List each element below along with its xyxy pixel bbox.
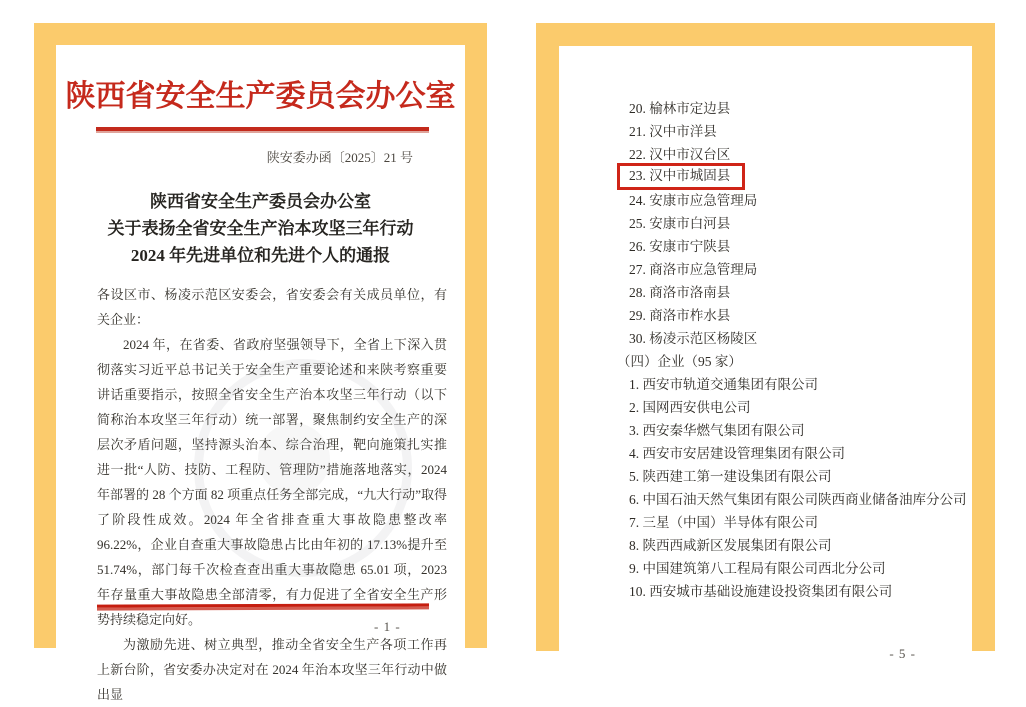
page-1-content bbox=[56, 71, 465, 702]
salutation: 各设区市、杨凌示范区安委会，省安委会有关成员单位，有关企业： bbox=[97, 287, 447, 327]
list-item-highlighted bbox=[629, 166, 972, 189]
page-5 bbox=[536, 23, 995, 661]
page-number-1: - 1 - bbox=[374, 619, 401, 634]
document-body bbox=[97, 282, 447, 707]
list-item: 28. 商洛市洛南县 bbox=[629, 285, 731, 300]
highlight-box: 23. 汉中市城固县 bbox=[617, 163, 745, 190]
section-header-enterprises: （四）企业（95 家） bbox=[617, 354, 742, 369]
page-5-content bbox=[559, 97, 972, 679]
document-title-line-2: 关于表扬全省安全生产治本攻坚三年行动 bbox=[107, 219, 414, 238]
list-item: 20. 榆林市定边县 bbox=[629, 101, 731, 116]
doc-number: 陕安委办函〔2025〕21 号 bbox=[266, 150, 413, 165]
list-item: 2. 国网西安供电公司 bbox=[629, 400, 751, 415]
document-title bbox=[56, 188, 465, 269]
list-item: 10. 西安城市基础设施建设投资集团有限公司 bbox=[629, 584, 893, 599]
list-item: 24. 安康市应急管理局 bbox=[629, 193, 758, 208]
list-item: 5. 陕西建工第一建设集团有限公司 bbox=[629, 469, 832, 484]
list-item: 1. 西安市轨道交通集团有限公司 bbox=[629, 377, 818, 392]
body-paragraph-1: 2024 年，在省委、省政府坚强领导下，全省上下深入贯彻落实习近平总书记关于安全生产重要论述和来陕考察重要讲话重要指示，按照全省安全生产治本攻坚三年行动（以下简称治本攻坚三年行动）统一部署，聚焦制约安全生产的深层次矛盾问题，坚持源头治本、综合治理，靶向施策扎实推进一批“人防、技防、工程防、管理防”措施落地落实，2024 年部署的 28 个方面 82 项重点任务全部完成，“九大行动”取得了阶段性成效。2024 年全省排查重大事故隐患整改率 96.22%，企业自查重大事故隐患占比由年初的 17.13%提升至 51.74%，部门每千次检查查出重大事故隐患 65.01 项，2023 年存量重大事故隐患全部清零，有力促进了全省安全生产形势持续稳定向好。 bbox=[97, 337, 447, 627]
list-item: 27. 商洛市应急管理局 bbox=[629, 262, 758, 277]
list-item: 21. 汉中市洋县 bbox=[629, 124, 717, 139]
list-item: 7. 三星（中国）半导体有限公司 bbox=[629, 515, 818, 530]
page-1 bbox=[34, 23, 487, 702]
page-number-5: - 5 - bbox=[889, 646, 916, 661]
list-item: 6. 中国石油天然气集团有限公司陕西商业储备油库分公司 bbox=[629, 492, 967, 507]
list-item: 9. 中国建筑第八工程局有限公司西北分公司 bbox=[629, 561, 886, 576]
letterhead-rule bbox=[96, 127, 429, 131]
list-item: 4. 西安市安居建设管理集团有限公司 bbox=[629, 446, 845, 461]
list-item: 8. 陕西西咸新区发展集团有限公司 bbox=[629, 538, 832, 553]
body-paragraph-2: 为激励先进、树立典型，推动全省安全生产各项工作再上新台阶，省安委办决定对在 2024 年治本攻坚三年行动中做出显 bbox=[97, 637, 447, 702]
list-item: 26. 安康市宁陕县 bbox=[629, 239, 731, 254]
list-item: 30. 杨凌示范区杨陵区 bbox=[629, 331, 758, 346]
document-title-line-1: 陕西省安全生产委员会办公室 bbox=[150, 192, 371, 211]
list-item: 29. 商洛市柞水县 bbox=[629, 308, 731, 323]
agency-letterhead: 陕西省安全生产委员会办公室 bbox=[65, 80, 456, 113]
award-list bbox=[617, 97, 972, 603]
list-item: 3. 西安秦华燃气集团有限公司 bbox=[629, 423, 805, 438]
document-title-line-3: 2024 年先进单位和先进个人的通报 bbox=[130, 246, 391, 265]
list-item: 22. 汉中市汉台区 bbox=[629, 147, 731, 162]
list-item: 25. 安康市白河县 bbox=[629, 216, 731, 231]
